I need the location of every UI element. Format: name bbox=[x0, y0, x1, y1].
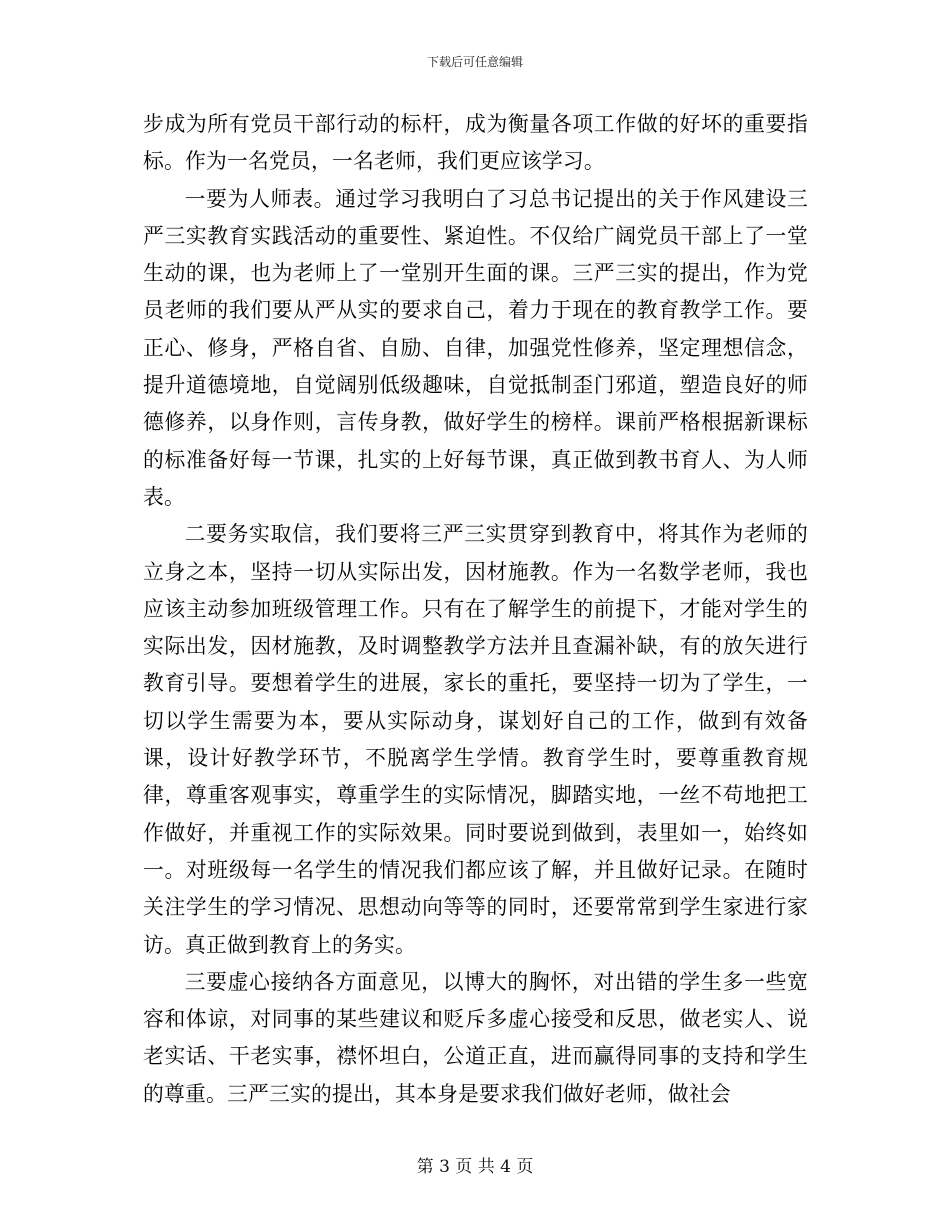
paragraph-pragmatism: 二要务实取信，我们要将三严三实贯穿到教育中，将其作为老师的立身之本，坚持一切从实际出发，因材施教。作为一名数学老师，我也应该主动参加班级管理工作。只有在了解学生的前提下，才能对学生的实际出发，因材施教，及时调整教学方法并且查漏补缺，有的放矢进行教育引导。要想着学生的进展，家长的重托，要坚持一切为了学生，一切以学生需要为本，要从实际动身，谋划好自己的工作，做到有效备课，设计好教学环节，不脱离学生学情。教育学生时，要尊重教育规律，尊重客观事实，尊重学生的实际情况，脚踏实地，一丝不苟地把工作做好，并重视工作的实际效果。同时要说到做到，表里如一，始终如一。对班级每一名学生的情况我们都应该了解，并且做好记录。在随时关注学生的学习情况、思想动向等等的同时，还要常常到学生家进行家访。真正做到教育上的务实。 bbox=[143, 522, 808, 957]
document-body bbox=[143, 106, 808, 1113]
paragraph-continuation: 步成为所有党员干部行动的标杆，成为衡量各项工作做的好坏的重要指标。作为一名党员，一名老师，我们更应该学习。 bbox=[143, 112, 808, 174]
page-header-note: 下载后可任意编辑 bbox=[426, 55, 523, 69]
page-number: 第 3 页 共 4 页 bbox=[416, 1157, 534, 1177]
paragraph-open-mind: 三要虚心接纳各方面意见，以博大的胸怀，对出错的学生多一些宽容和体谅，对同事的某些建议和贬斥多虚心接受和反思，做老实人、说老实话、干老实事，襟怀坦白，公道正直，进而赢得同事的支持和学生的尊重。三严三实的提出，其本身是要求我们做好老师，做社会 bbox=[143, 969, 808, 1106]
paragraph-role-model: 一要为人师表。通过学习我明白了习总书记提出的关于作风建设三严三实教育实践活动的重要性、紧迫性。不仅给广阔党员干部上了一堂生动的课，也为老师上了一堂别开生面的课。三严三实的提出，作为党员老师的我们要从严从实的要求自己，着力于现在的教育教学工作。要正心、修身，严格自省、自励、自律，加强党性修养，坚定理想信念，提升道德境地，自觉阔别低级趣味，自觉抵制歪门邪道，塑造良好的师德修养，以身作则，言传身教，做好学生的榜样。课前严格根据新课标的标准备好每一节课，扎实的上好每节课，真正做到教书育人、为人师表。 bbox=[143, 186, 808, 509]
